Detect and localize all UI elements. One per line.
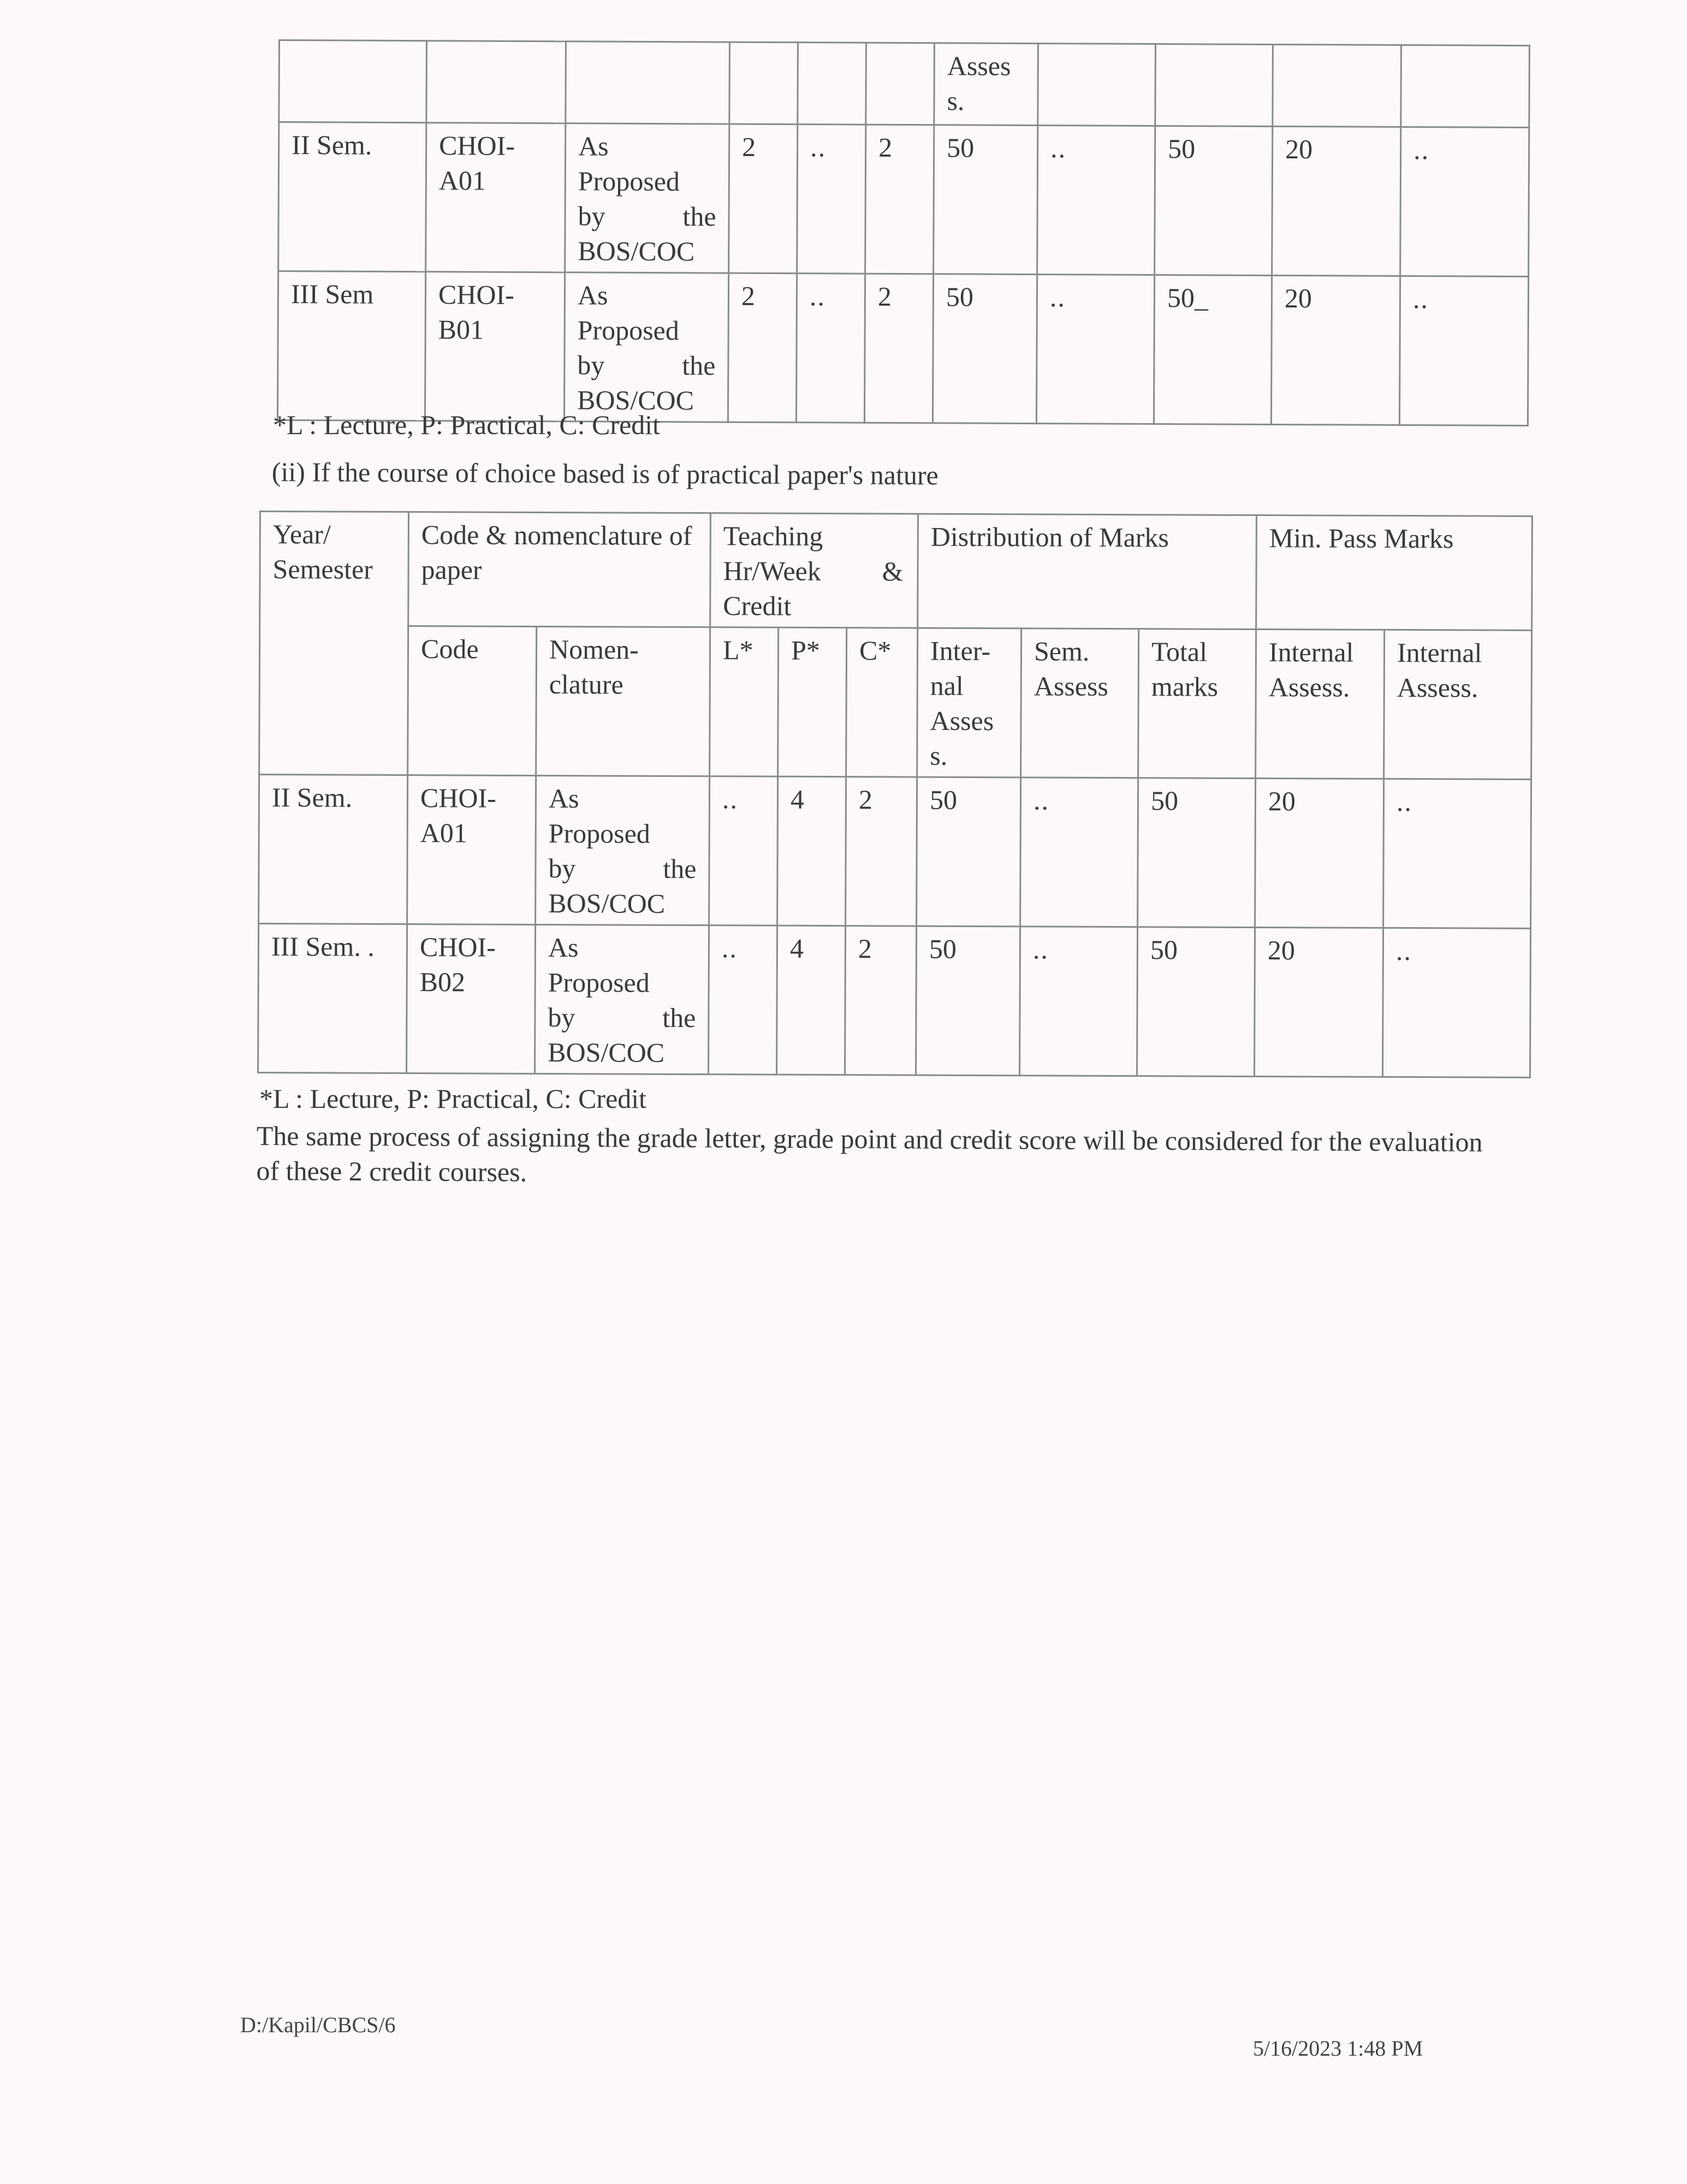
min-internal-cell: 20 [1271,275,1400,425]
code-cell: CHOI-B01 [425,272,565,422]
header-sem-assess: Sem. Assess [1021,628,1139,778]
practical-cell: 4 [777,925,846,1075]
code-cell: CHOI-B02 [407,924,536,1074]
header-internal-assess: Asses s. [934,43,1038,126]
total-cell: 50 [1138,778,1256,928]
min-internal2-cell: .. [1399,276,1528,425]
section-subheading: (ii) If the course of choice based is of practical paper's nature [271,456,938,491]
table-subheader-row [259,626,1532,780]
lecture-cell: 2 [728,273,797,423]
header-year-semester: Year/ Semester [259,512,409,775]
code-cell: CHOI-A01 [407,775,536,925]
footer-timestamp: 5/16/2023 1:48 PM [1253,2036,1423,2061]
min-internal-cell: 20 [1255,928,1383,1077]
practical-cell: .. [797,124,866,274]
header-distribution: Distribution of Marks [918,514,1257,629]
header-nomenclature: Nomen- clature [536,626,710,776]
footer-file-path: D:/Kapil/CBCS/6 [240,2013,396,2037]
lecture-cell: .. [709,925,777,1075]
practical-cell: 4 [777,776,846,925]
credit-cell: 2 [845,926,917,1075]
internal-cell: 50 [917,777,1021,927]
semester-cell: III Sem. . [258,924,407,1073]
table-row [278,122,1529,277]
internal-cell: 50 [932,274,1037,424]
min-internal-cell: 20 [1272,126,1401,276]
header-teaching: Teaching Hr/Week & Credit [710,513,918,628]
min-internal2-cell: .. [1383,779,1531,928]
footnote-lecture-practical-credit-2: *L : Lecture, P: Practical, C: Credit [259,1083,647,1114]
sem-assess-cell: .. [1036,275,1154,424]
header-practical: P* [778,627,847,776]
code-cell: CHOI-A01 [426,123,566,272]
header-credit: C* [846,628,918,777]
table-practical-choice [257,511,1533,1078]
header-min-internal: Internal Assess. [1256,630,1385,779]
credit-cell: 2 [864,274,933,423]
table-row [277,271,1528,426]
internal-cell: 50 [934,125,1038,275]
nomenclature-cell: As Proposed by the BOS/COC [564,272,728,422]
header-internal: Inter- nal Asses s. [917,628,1021,778]
header-total: Total marks [1138,629,1256,779]
footnote-lecture-practical-credit: *L : Lecture, P: Practical, C: Credit [273,410,661,440]
semester-cell: III Sem [277,271,425,421]
header-min-pass: Min. Pass Marks [1256,515,1532,631]
table-row [259,775,1531,929]
credit-cell: 2 [846,777,917,926]
practical-cell: .. [796,274,865,423]
header-code-nomenclature: Code & nomenclature of paper [408,512,711,627]
table-theory-choice [277,39,1530,426]
evaluation-paragraph: The same process of assigning the grade letter, grade point and credit score will be considered for the evaluation of these 2 credit courses. [256,1120,1483,1188]
header-min-internal2: Internal Assess. [1384,630,1532,779]
total-cell: 50_ [1154,275,1272,425]
header-code: Code [408,626,537,776]
nomenclature-cell: As Proposed by the BOS/COC [536,775,710,925]
lecture-cell: .. [709,776,778,925]
sem-assess-cell: .. [1020,778,1138,927]
min-internal2-cell: .. [1383,928,1531,1077]
nomenclature-cell: As Proposed by the BOS/COC [565,123,729,273]
semester-cell: II Sem. [259,775,408,924]
table-header-row [260,512,1532,631]
nomenclature-cell: As Proposed by the BOS/COC [535,924,709,1074]
min-internal-cell: 20 [1255,779,1384,928]
internal-cell: 50 [916,926,1020,1076]
total-cell: 50 [1137,927,1255,1077]
sem-assess-cell: .. [1037,126,1155,275]
table-header-row [279,40,1530,128]
semester-cell: II Sem. [278,122,426,272]
header-lecture: L* [710,627,779,776]
credit-cell: 2 [865,124,934,274]
lecture-cell: 2 [729,124,798,274]
min-internal2-cell: .. [1400,127,1529,276]
table-row [258,924,1531,1078]
sem-assess-cell: .. [1020,927,1138,1076]
total-cell: 50 [1155,126,1273,276]
